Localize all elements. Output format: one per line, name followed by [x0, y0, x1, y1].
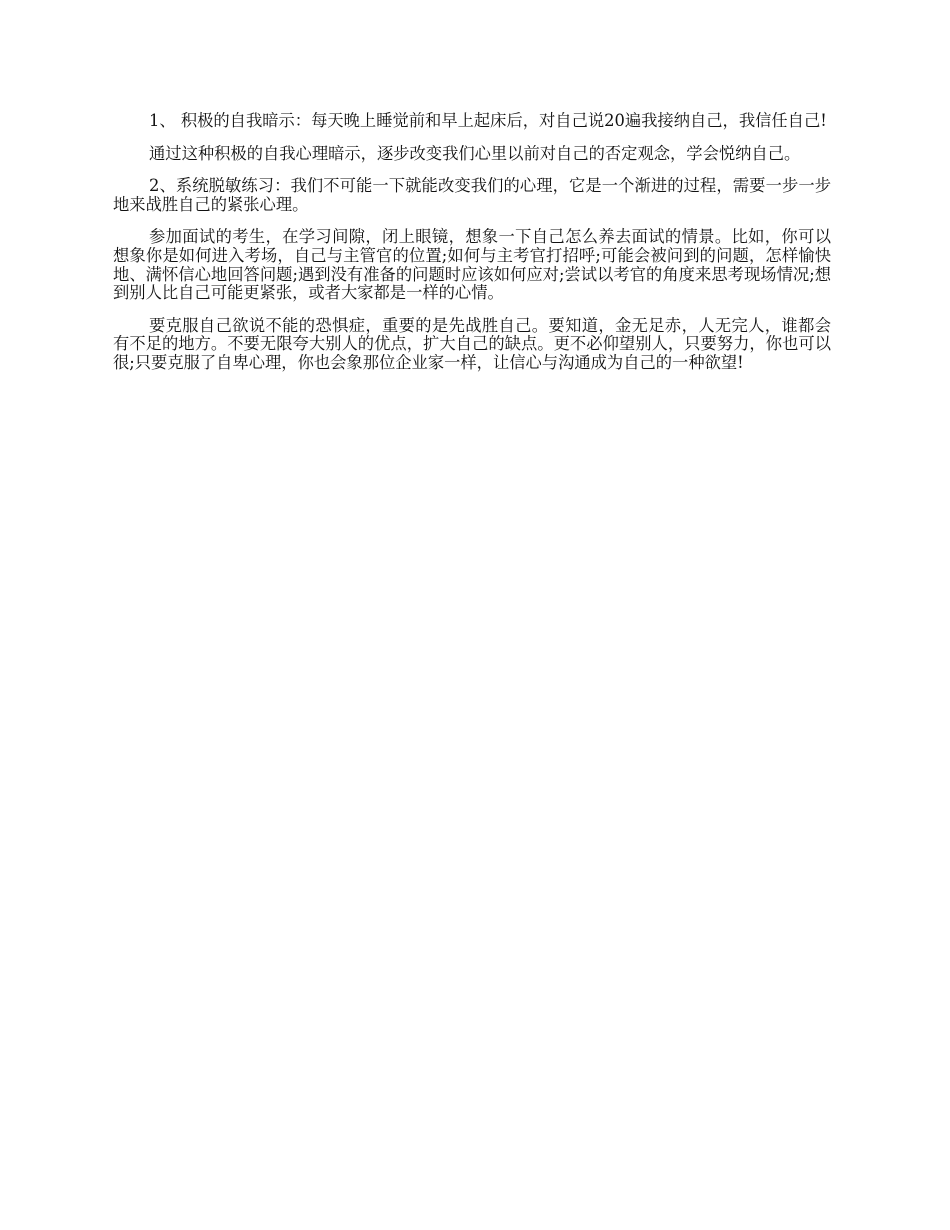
paragraph-desensitization: 2、系统脱敏练习：我们不可能一下就能改变我们的心理，它是一个渐进的过程，需要一步一步地来战胜自己的紧张心理。 — [113, 176, 831, 214]
paragraph-overcome-fear: 要克服自己欲说不能的恐惧症，重要的是先战胜自己。要知道，金无足赤，人无完人，谁都会有不足的地方。不要无限夸大别人的优点，扩大自己的缺点。更不必仰望别人，只要努力，你也可以很;只要克服了自卑心理，你也会象那位企业家一样，让信心与沟通成为自己的一种欲望! — [113, 315, 831, 372]
document-page — [113, 112, 831, 387]
paragraph-self-suggestion: 1、 积极的自我暗示：每天晚上睡觉前和早上起床后，对自己说20遍我接纳自己，我信任自己! — [149, 111, 827, 130]
paragraph-interview-visualization: 参加面试的考生，在学习间隙，闭上眼镜，想象一下自己怎么养去面试的情景。比如，你可以想象你是如何进入考场，自己与主管官的位置;如何与主考官打招呼;可能会被问到的问题，怎样愉快地、满怀信心地回答问题;遇到没有准备的问题时应该如何应对;尝试以考官的角度来思考现场情况;想到别人比自己可能更紧张，或者大家都是一样的心情。 — [113, 227, 831, 303]
paragraph-self-acceptance: 通过这种积极的自我心理暗示，逐步改变我们心里以前对自己的否定观念，学会悦纳自己。 — [149, 143, 801, 163]
